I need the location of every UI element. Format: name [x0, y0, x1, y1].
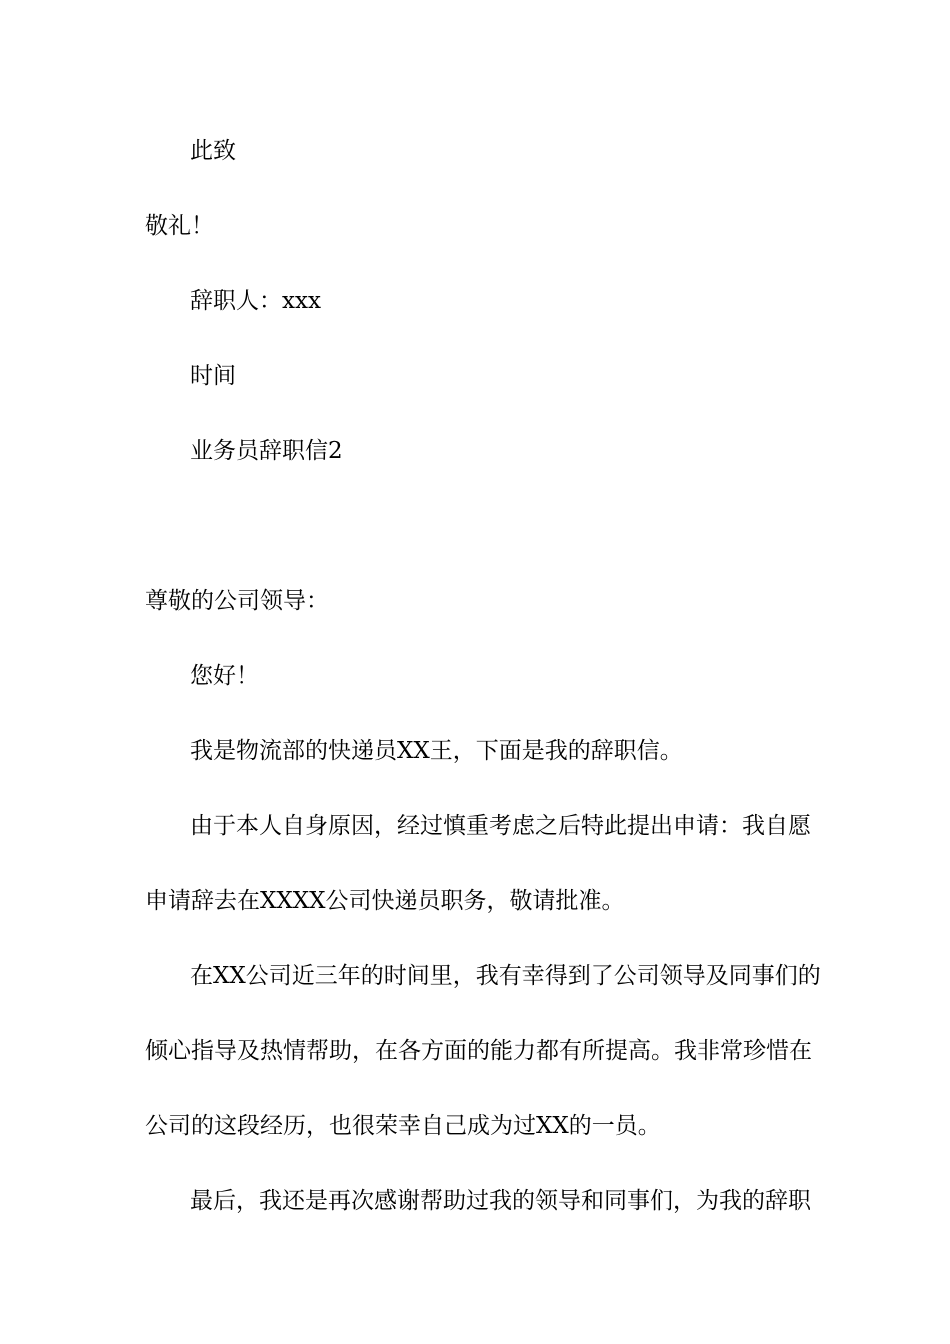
paragraph-line: 在XX公司近三年的时间里，我有幸得到了公司领导及同事们的	[190, 963, 821, 989]
salutation-closing: 敬礼！	[145, 213, 214, 239]
letter-greeting: 尊敬的公司领导：	[145, 588, 329, 614]
paragraph-line: 由于本人自身原因，经过慎重考虑之后特此提出申请：我自愿	[190, 813, 811, 839]
section-title: 业务员辞职信2	[190, 438, 343, 464]
paragraph-line: 最后，我还是再次感谢帮助过我的领导和同事们，为我的辞职	[190, 1188, 811, 1214]
paragraph-line: 申请辞去在XXXX公司快递员职务，敬请批准。	[145, 888, 625, 914]
date-line: 时间	[190, 363, 236, 389]
paragraph-line: 我是物流部的快递员XX王，下面是我的辞职信。	[190, 738, 683, 764]
closing-phrase: 此致	[190, 138, 236, 164]
signature-line: 辞职人：xxx	[190, 288, 321, 314]
paragraph-line: 倾心指导及热情帮助，在各方面的能力都有所提高。我非常珍惜在	[145, 1038, 812, 1064]
greeting-line: 您好！	[190, 663, 259, 689]
paragraph-line: 公司的这段经历，也很荣幸自己成为过XX的一员。	[145, 1113, 661, 1139]
